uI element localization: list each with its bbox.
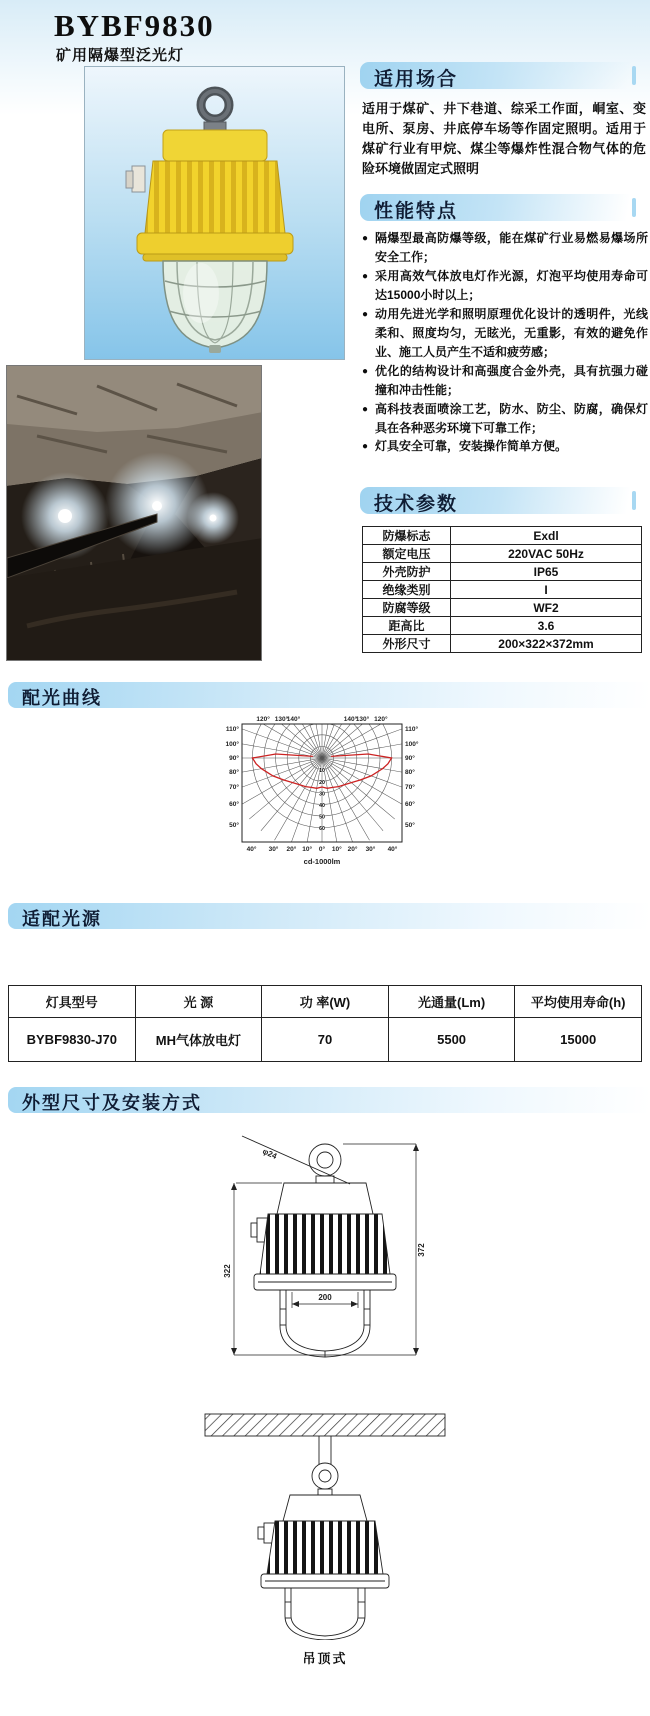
angle-tick-label: 90° bbox=[405, 755, 415, 762]
angle-tick-label: 50° bbox=[229, 822, 239, 830]
angle-tick-label: 30° bbox=[365, 846, 376, 853]
mine-tunnel-illustration bbox=[7, 366, 262, 661]
section-header-label: 配光曲线 bbox=[22, 688, 102, 708]
product-photo bbox=[84, 66, 345, 360]
angle-tick-label: 60° bbox=[405, 801, 415, 809]
column-header: 平均使用寿命(h) bbox=[515, 986, 642, 1018]
param-value-cell: 5500 bbox=[388, 1018, 515, 1062]
bullet-icon: ● bbox=[362, 403, 369, 415]
section-header-dimensions bbox=[8, 1087, 650, 1113]
section-header-label: 性能特点 bbox=[374, 201, 459, 222]
lamp-cap bbox=[277, 1183, 373, 1214]
feature-item bbox=[362, 267, 648, 305]
param-name-cell: 外形尺寸 bbox=[363, 635, 451, 653]
ring-value-label: 60 bbox=[319, 826, 325, 833]
section-header-label: 外型尺寸及安装方式 bbox=[22, 1093, 202, 1113]
lamp-photo-illustration bbox=[85, 67, 345, 360]
angle-tick-label: 50° bbox=[405, 822, 415, 830]
param-name-cell: 防腐等级 bbox=[363, 599, 451, 617]
table-row bbox=[363, 581, 642, 599]
angle-tick-label: 80° bbox=[405, 769, 415, 777]
feature-item bbox=[362, 229, 648, 267]
lamp-cap bbox=[283, 1495, 367, 1521]
angle-tick-label: 70° bbox=[405, 784, 415, 792]
angle-tick-label: 30° bbox=[268, 846, 279, 853]
table-row bbox=[363, 527, 642, 545]
section-header-label: 技术参数 bbox=[374, 494, 459, 515]
ceiling-slab bbox=[205, 1414, 445, 1436]
table-row bbox=[363, 599, 642, 617]
table-row bbox=[9, 1018, 642, 1062]
mount-type-caption: 吊顶式 bbox=[302, 1651, 348, 1666]
param-value-cell: 200×322×372mm bbox=[451, 635, 642, 653]
param-name-cell: 额定电压 bbox=[363, 545, 451, 563]
angle-tick-label: 120° bbox=[256, 716, 270, 723]
table-row bbox=[363, 563, 642, 581]
table-header-row bbox=[9, 986, 642, 1018]
section-header-features bbox=[360, 194, 638, 221]
angle-tick-label: 130° bbox=[274, 716, 289, 723]
lamp-outline bbox=[242, 1136, 396, 1357]
angle-tick-label: 10° bbox=[302, 846, 313, 853]
header-accent bbox=[632, 198, 636, 217]
param-name-cell: 距高比 bbox=[363, 617, 451, 635]
application-text: 适用于煤矿、井下巷道、综采工作面，峒室、变电所、泵房、井底停车场等作固定照明。适用于煤矿行业有甲烷、煤尘等爆炸性混合物气体的危险环境做固定式照明 bbox=[362, 101, 646, 177]
section-header-photometric bbox=[8, 682, 650, 708]
angle-tick-label: 0° bbox=[318, 846, 326, 853]
angle-tick-label: 40° bbox=[246, 846, 257, 853]
param-value-cell: 220VAC 50Hz bbox=[451, 545, 642, 563]
column-header: 灯具型号 bbox=[9, 986, 136, 1018]
bullet-icon: ● bbox=[362, 270, 369, 282]
bullet-icon: ● bbox=[362, 308, 369, 320]
photometric-polar-chart bbox=[206, 710, 436, 882]
tunnel-photo bbox=[6, 365, 262, 661]
param-value-cell: WF2 bbox=[451, 599, 642, 617]
product-model-title: BYBF9830 bbox=[54, 8, 215, 43]
angle-tick-label: 90° bbox=[229, 755, 239, 762]
angle-tick-label: 80° bbox=[229, 769, 239, 777]
section-header-label: 适配光源 bbox=[22, 909, 102, 929]
param-value-cell: MH气体放电灯 bbox=[135, 1018, 262, 1062]
section-header-application bbox=[360, 62, 638, 89]
angle-tick-label: 70° bbox=[229, 784, 239, 792]
feature-text: 采用高效气体放电灯作光源，灯泡平均使用寿命可达15000小时以上； bbox=[375, 268, 648, 302]
section-header-tech-params bbox=[360, 487, 638, 514]
param-value-cell: 70 bbox=[262, 1018, 389, 1062]
section-header-label: 适用场合 bbox=[374, 69, 459, 90]
feature-item bbox=[362, 400, 648, 438]
feature-item bbox=[362, 362, 648, 400]
ring-value-label: 50 bbox=[319, 814, 325, 821]
param-name-cell: BYBF9830-J70 bbox=[9, 1018, 136, 1062]
param-name-cell: 绝缘类别 bbox=[363, 581, 451, 599]
light-source-table bbox=[8, 985, 642, 1062]
ribbed-drum bbox=[260, 1214, 390, 1274]
mounted-lamp-outline bbox=[205, 1414, 445, 1640]
feature-text: 动用先进光学和照明原理优化设计的透明件，光线柔和、照度均匀，无眩光，无重影，有效的避免作业、施工人员产生不适和疲劳感； bbox=[375, 306, 648, 359]
angle-tick-label: 140° bbox=[343, 716, 358, 723]
bullet-icon: ● bbox=[362, 441, 369, 453]
ring-value-label: 30 bbox=[319, 791, 325, 798]
feature-item bbox=[362, 437, 648, 456]
table-row bbox=[363, 617, 642, 635]
header-accent bbox=[632, 491, 636, 510]
param-value-cell: 15000 bbox=[515, 1018, 642, 1062]
ring-value-label: 10 bbox=[319, 768, 325, 775]
feature-item bbox=[362, 305, 648, 362]
bullet-icon: ● bbox=[362, 365, 369, 377]
feature-text: 隔爆型最高防爆等级，能在煤矿行业易燃易爆场所安全工作； bbox=[375, 231, 648, 264]
column-header: 光通量(Lm) bbox=[388, 986, 515, 1018]
ceiling-mount-drawing bbox=[200, 1390, 450, 1640]
feature-text: 高科技表面喷涂工艺，防水、防尘、防腐，确保灯具在各种恶劣环境下可靠工作； bbox=[375, 401, 648, 435]
table-row bbox=[363, 635, 642, 653]
feature-text: 灯具安全可靠，安装操作简单方便。 bbox=[375, 439, 568, 454]
eyebolt-ring bbox=[309, 1144, 341, 1176]
header-accent bbox=[632, 66, 636, 85]
ring-value-label: 20 bbox=[319, 779, 325, 786]
product-name-subtitle: 矿用隔爆型泛光灯 bbox=[56, 47, 185, 64]
angle-tick-label: 20° bbox=[286, 846, 297, 853]
angle-tick-label: 100° bbox=[225, 740, 239, 748]
angle-tick-label: 140° bbox=[286, 716, 301, 723]
table-row bbox=[363, 545, 642, 563]
height-322-label: 322 bbox=[223, 1264, 232, 1278]
angle-tick-label: 100° bbox=[405, 740, 419, 748]
height-372-label: 372 bbox=[417, 1243, 426, 1257]
param-value-cell: I bbox=[451, 581, 642, 599]
angle-tick-label: 110° bbox=[405, 725, 419, 733]
angle-tick-label: 20° bbox=[347, 846, 358, 853]
ribbed-drum bbox=[267, 1521, 383, 1574]
angle-tick-label: 120° bbox=[374, 716, 388, 723]
param-value-cell: 3.6 bbox=[451, 617, 642, 635]
angle-tick-label: 130° bbox=[355, 716, 370, 723]
cage-inner bbox=[291, 1588, 358, 1636]
width-200-label: 200 bbox=[318, 1293, 332, 1302]
section-header-light-source bbox=[8, 903, 650, 929]
polar-chart-svg bbox=[206, 710, 436, 882]
ring-value-label: 40 bbox=[319, 803, 325, 809]
feature-text: 优化的结构设计和高强度合金外壳，具有抗强力碰撞和冲击性能； bbox=[375, 363, 648, 397]
tech-params-table bbox=[362, 526, 642, 653]
angle-tick-label: 10° bbox=[331, 846, 342, 853]
param-value-cell: Exdl bbox=[451, 527, 642, 545]
dimension-drawing bbox=[200, 1126, 450, 1366]
cage-outer bbox=[285, 1588, 365, 1640]
column-header: 功 率(W) bbox=[262, 986, 389, 1018]
bullet-icon: ● bbox=[362, 233, 369, 244]
angle-tick-label: 60° bbox=[229, 801, 239, 809]
eyebolt-ring bbox=[312, 1463, 338, 1489]
feature-list bbox=[362, 229, 648, 456]
chart-units-caption: cd-1000lm bbox=[303, 857, 341, 866]
diameter-label: φ24 bbox=[261, 1146, 279, 1161]
angle-tick-label: 40° bbox=[387, 846, 398, 853]
param-name-cell: 外壳防护 bbox=[363, 563, 451, 581]
param-value-cell: IP65 bbox=[451, 563, 642, 581]
angle-tick-label: 110° bbox=[225, 725, 239, 733]
param-name-cell: 防爆标志 bbox=[363, 527, 451, 545]
column-header: 光 源 bbox=[135, 986, 262, 1018]
